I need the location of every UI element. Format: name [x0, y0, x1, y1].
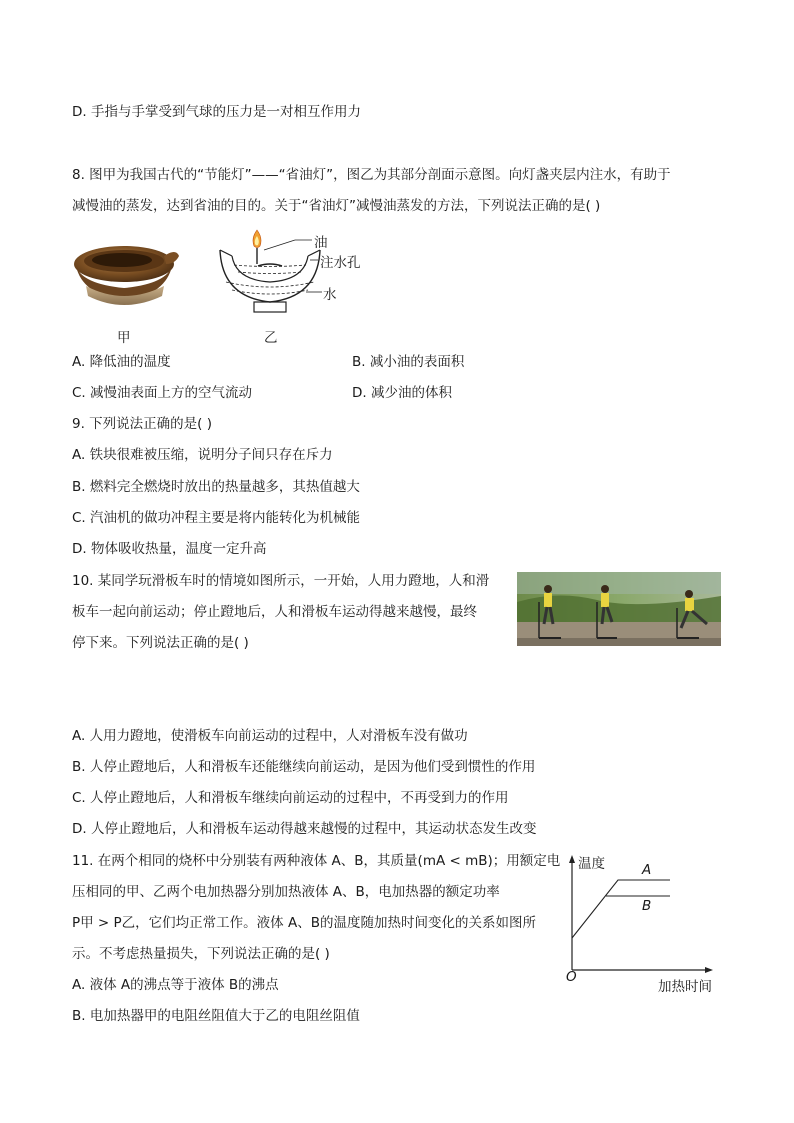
label-water-hole: 注水孔: [320, 255, 361, 271]
q7-option-d: D. 手指与手掌受到气球的压力是一对相互作用力: [72, 104, 361, 120]
q8-option-a: A. 降低油的温度: [72, 354, 171, 370]
q10-option-b: B. 人停止蹬地后，人和滑板车还能继续向前运动，是因为他们受到惯性的作用: [72, 759, 536, 775]
caption-yi: 乙: [264, 330, 278, 346]
q8-option-c: C. 减慢油表面上方的空气流动: [72, 385, 253, 401]
label-oil: 油: [314, 235, 328, 251]
graph-origin: O: [566, 969, 577, 985]
oil-lamp-photo: [72, 234, 182, 314]
q8-stem-line2: 减慢油的蒸发，达到省油的目的。关于“省油灯”减慢油蒸发的方法，下列说法正确的是( ): [72, 198, 601, 214]
q11-option-b: B. 电加热器甲的电阻丝阻值大于乙的电阻丝阻值: [72, 1008, 360, 1024]
q9-option-c: C. 汽油机的做功冲程主要是将内能转化为机械能: [72, 510, 361, 526]
q10-stem-line3: 停下来。下列说法正确的是( ): [72, 635, 249, 651]
graph-ylabel: 温度: [578, 856, 605, 872]
q10-option-c: C. 人停止蹬地后，人和滑板车继续向前运动的过程中，不再受到力的作用: [72, 790, 509, 806]
q9-option-b: B. 燃料完全燃烧时放出的热量越多，其热值越大: [72, 479, 360, 495]
q9-option-a: A. 铁块很难被压缩，说明分子间只存在斥力: [72, 447, 333, 463]
scooter-photo: [517, 572, 721, 646]
q11-stem-line4: 示。不考虑热量损失，下列说法正确的是( ): [72, 946, 330, 962]
line-a: [572, 880, 670, 938]
q11-stem-line2: 压相同的甲、乙两个电加热器分别加热液体 A、B，电加热器的额定功率: [72, 884, 500, 900]
q9-option-d: D. 物体吸收热量，温度一定升高: [72, 541, 267, 557]
q11-stem-line1: 11. 在两个相同的烧杯中分别装有两种液体 A、B，其质量(mA < mB)；用额定电: [72, 853, 561, 869]
q11-option-a: A. 液体 A的沸点等于液体 B的沸点: [72, 977, 279, 993]
graph-label-b: B: [642, 898, 652, 914]
graph-label-a: A: [642, 862, 652, 878]
graph-xlabel: 加热时间: [658, 979, 712, 995]
caption-jia: 甲: [117, 330, 131, 346]
q8-option-b: B. 减小油的表面积: [352, 354, 465, 370]
label-water: 水: [323, 287, 337, 303]
q10-stem-line1: 10. 某同学玩滑板车时的情境如图所示，一开始，人用力蹬地，人和滑: [72, 573, 490, 589]
q10-option-a: A. 人用力蹬地，使滑板车向前运动的过程中，人对滑板车没有做功: [72, 728, 468, 744]
q9-stem: 9. 下列说法正确的是( ): [72, 416, 212, 432]
q10-stem-line2: 板车一起向前运动；停止蹬地后，人和滑板车运动得越来越慢，最终: [72, 604, 477, 620]
q8-option-d: D. 减少油的体积: [352, 385, 452, 401]
q8-stem-line1: 8. 图甲为我国古代的“节能灯”——“省油灯”，图乙为其部分剖面示意图。向灯盏夹层内注水，有助于: [72, 167, 671, 183]
q11-stem-line3: P甲 > P乙，它们均正常工作。液体 A、B的温度随加热时间变化的关系如图所: [72, 915, 536, 931]
oil-lamp-diagram: [210, 222, 370, 322]
q10-option-d: D. 人停止蹬地后，人和滑板车运动得越来越慢的过程中，其运动状态发生改变: [72, 821, 537, 837]
